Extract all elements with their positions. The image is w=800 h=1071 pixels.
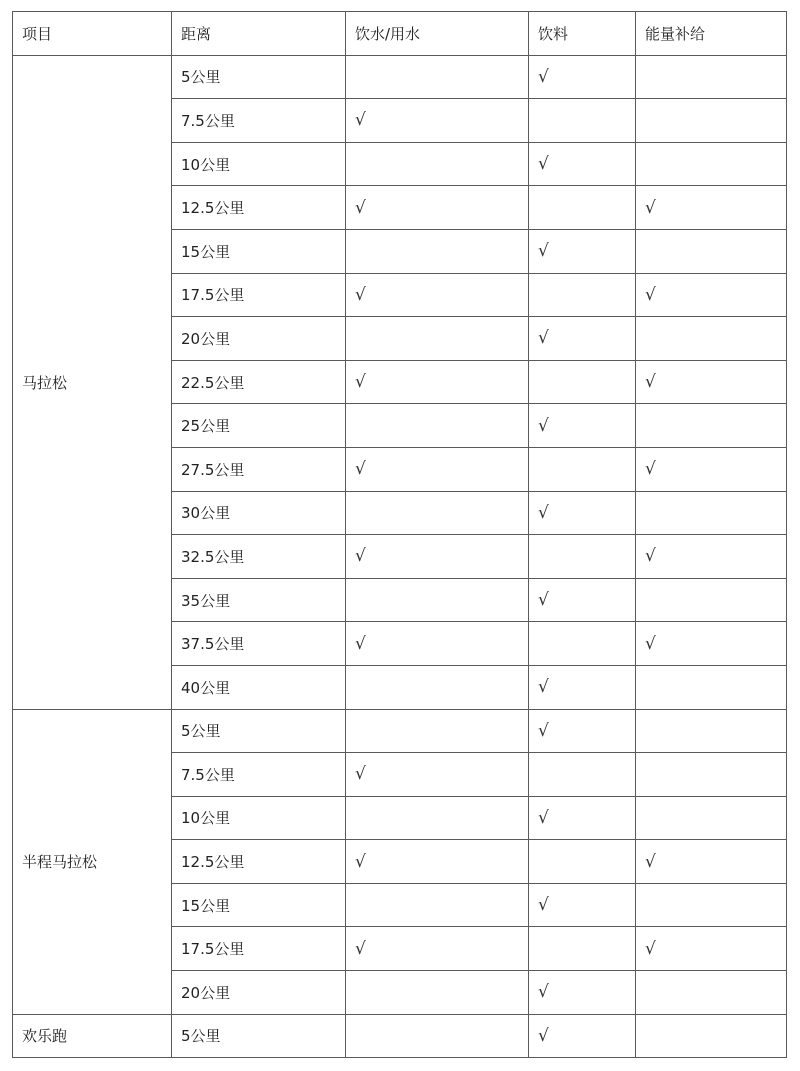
check-mark-icon: √ [538, 982, 549, 1003]
distance-cell: 20公里 [172, 317, 346, 361]
energy-cell [636, 840, 787, 884]
check-mark-icon: √ [538, 154, 549, 175]
drink-cell [529, 535, 636, 579]
drink-cell [529, 360, 636, 404]
energy-cell [636, 491, 787, 535]
check-mark-icon: √ [538, 328, 549, 349]
water-cell [346, 186, 529, 230]
check-mark-icon: √ [645, 546, 656, 567]
water-cell [346, 927, 529, 971]
drink-cell [529, 709, 636, 753]
distance-cell: 10公里 [172, 796, 346, 840]
event-name-cell: 马拉松 [13, 55, 172, 709]
distance-cell: 30公里 [172, 491, 346, 535]
energy-cell [636, 883, 787, 927]
drink-cell [529, 186, 636, 230]
distance-cell: 12.5公里 [172, 186, 346, 230]
check-mark-icon: √ [538, 590, 549, 611]
drink-cell [529, 1014, 636, 1058]
header-water: 饮水/用水 [346, 12, 529, 56]
water-cell [346, 753, 529, 797]
check-mark-icon: √ [538, 720, 549, 741]
event-name-cell: 半程马拉松 [13, 709, 172, 1014]
drink-cell [529, 796, 636, 840]
table-body [13, 55, 787, 1058]
drink-cell [529, 665, 636, 709]
drink-cell [529, 55, 636, 99]
check-mark-icon: √ [645, 633, 656, 654]
distance-cell: 27.5公里 [172, 447, 346, 491]
energy-cell [636, 753, 787, 797]
distance-cell: 7.5公里 [172, 753, 346, 797]
energy-cell [636, 665, 787, 709]
table-row [13, 1014, 787, 1058]
check-mark-icon: √ [645, 372, 656, 393]
water-cell [346, 622, 529, 666]
water-cell [346, 360, 529, 404]
distance-cell: 40公里 [172, 665, 346, 709]
distance-cell: 12.5公里 [172, 840, 346, 884]
distance-cell: 5公里 [172, 55, 346, 99]
water-cell [346, 971, 529, 1015]
energy-cell [636, 360, 787, 404]
check-mark-icon: √ [538, 241, 549, 262]
check-mark-icon: √ [355, 459, 366, 480]
water-cell [346, 665, 529, 709]
distance-cell: 20公里 [172, 971, 346, 1015]
distance-cell: 7.5公里 [172, 99, 346, 143]
energy-cell [636, 142, 787, 186]
water-cell [346, 55, 529, 99]
water-cell [346, 491, 529, 535]
drink-cell [529, 578, 636, 622]
check-mark-icon: √ [538, 807, 549, 828]
check-mark-icon: √ [355, 764, 366, 785]
water-cell [346, 535, 529, 579]
energy-cell [636, 404, 787, 448]
check-mark-icon: √ [355, 197, 366, 218]
energy-cell [636, 709, 787, 753]
water-cell [346, 99, 529, 143]
distance-cell: 5公里 [172, 709, 346, 753]
check-mark-icon: √ [355, 110, 366, 131]
water-cell [346, 1014, 529, 1058]
check-mark-icon: √ [538, 502, 549, 523]
check-mark-icon: √ [645, 938, 656, 959]
check-mark-icon: √ [355, 372, 366, 393]
water-cell [346, 404, 529, 448]
check-mark-icon: √ [645, 851, 656, 872]
energy-cell [636, 99, 787, 143]
drink-cell [529, 927, 636, 971]
drink-cell [529, 142, 636, 186]
check-mark-icon: √ [355, 938, 366, 959]
energy-cell [636, 317, 787, 361]
supply-station-table [12, 11, 787, 1058]
drink-cell [529, 273, 636, 317]
energy-cell [636, 186, 787, 230]
distance-cell: 22.5公里 [172, 360, 346, 404]
check-mark-icon: √ [355, 284, 366, 305]
energy-cell [636, 55, 787, 99]
check-mark-icon: √ [538, 895, 549, 916]
table-header-row [13, 12, 787, 56]
water-cell [346, 796, 529, 840]
drink-cell [529, 229, 636, 273]
energy-cell [636, 971, 787, 1015]
energy-cell [636, 535, 787, 579]
water-cell [346, 840, 529, 884]
check-mark-icon: √ [538, 66, 549, 87]
water-cell [346, 883, 529, 927]
distance-cell: 17.5公里 [172, 273, 346, 317]
energy-cell [636, 622, 787, 666]
header-energy: 能量补给 [636, 12, 787, 56]
energy-cell [636, 273, 787, 317]
distance-cell: 15公里 [172, 883, 346, 927]
header-event: 项目 [13, 12, 172, 56]
water-cell [346, 317, 529, 361]
energy-cell [636, 229, 787, 273]
drink-cell [529, 971, 636, 1015]
header-distance: 距离 [172, 12, 346, 56]
header-drink: 饮料 [529, 12, 636, 56]
energy-cell [636, 927, 787, 971]
distance-cell: 17.5公里 [172, 927, 346, 971]
drink-cell [529, 622, 636, 666]
drink-cell [529, 447, 636, 491]
water-cell [346, 709, 529, 753]
event-name-cell: 欢乐跑 [13, 1014, 172, 1058]
drink-cell [529, 753, 636, 797]
check-mark-icon: √ [355, 546, 366, 567]
check-mark-icon: √ [355, 851, 366, 872]
distance-cell: 5公里 [172, 1014, 346, 1058]
energy-cell [636, 1014, 787, 1058]
drink-cell [529, 317, 636, 361]
drink-cell [529, 404, 636, 448]
water-cell [346, 273, 529, 317]
check-mark-icon: √ [645, 197, 656, 218]
distance-cell: 32.5公里 [172, 535, 346, 579]
check-mark-icon: √ [355, 633, 366, 654]
energy-cell [636, 447, 787, 491]
check-mark-icon: √ [645, 284, 656, 305]
distance-cell: 10公里 [172, 142, 346, 186]
water-cell [346, 578, 529, 622]
distance-cell: 37.5公里 [172, 622, 346, 666]
table-row [13, 709, 787, 753]
energy-cell [636, 796, 787, 840]
water-cell [346, 142, 529, 186]
drink-cell [529, 491, 636, 535]
check-mark-icon: √ [645, 459, 656, 480]
energy-cell [636, 578, 787, 622]
drink-cell [529, 883, 636, 927]
distance-cell: 25公里 [172, 404, 346, 448]
water-cell [346, 447, 529, 491]
supply-station-table-wrapper [12, 11, 787, 1058]
check-mark-icon: √ [538, 1025, 549, 1046]
drink-cell [529, 99, 636, 143]
drink-cell [529, 840, 636, 884]
check-mark-icon: √ [538, 415, 549, 436]
distance-cell: 35公里 [172, 578, 346, 622]
table-row [13, 55, 787, 99]
check-mark-icon: √ [538, 677, 549, 698]
water-cell [346, 229, 529, 273]
distance-cell: 15公里 [172, 229, 346, 273]
